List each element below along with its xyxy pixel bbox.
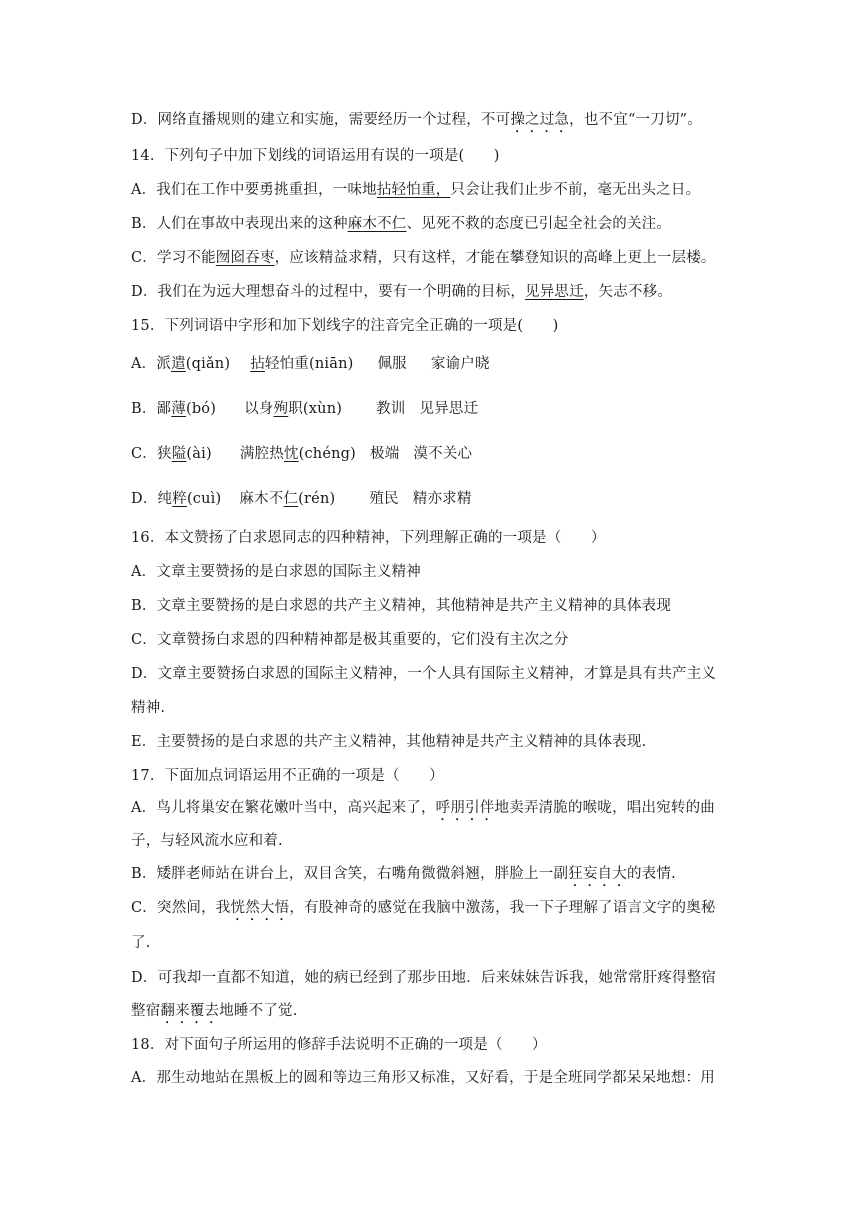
text-segment: ，矢志不移。 (583, 284, 673, 300)
text-segment: D．我们在为远大理想奋斗的过程中，要有一个明确的目标， (131, 284, 526, 300)
underlined-term: 忱 (283, 446, 299, 462)
text-segment: 教训 (376, 401, 406, 417)
text-segment: ，应该精益求精，只有这样，才能在攀登知识的高峰上更上一层楼。 (274, 250, 716, 266)
text-segment: C．突然间，我 (131, 900, 231, 916)
text-segment: C．文章赞扬白求恩的四种精神都是极其重要的，它们没有主次之分 (131, 632, 569, 648)
option-c (131, 248, 716, 268)
option-d (131, 664, 716, 684)
text-segment: 精神. (131, 700, 166, 716)
question-14-stem (131, 146, 500, 166)
option-a (131, 798, 715, 824)
option-c (131, 444, 472, 464)
text-segment: (chéng) (298, 446, 357, 462)
underlined-term: 薄 (171, 401, 186, 417)
text-segment: 满腔热 (239, 446, 284, 462)
text-segment: E．主要赞扬的是白求恩的共产主义精神，其他精神是共产主义精神的具体表现. (131, 734, 647, 750)
text-segment: 整宿 (131, 1003, 161, 1019)
text-segment: A．文章主要赞扬的是白求恩的国际主义精神 (131, 564, 421, 580)
text-segment: 17．下面加点词语运用不正确的一项是（ ） (131, 768, 444, 784)
text-segment: 、见死不救的态度已引起全社会的关注。 (406, 216, 672, 232)
text-segment: (qiǎn) (185, 356, 231, 372)
option-a-continued (131, 831, 283, 851)
text-segment: 以身 (244, 401, 274, 417)
option-e (131, 732, 646, 752)
text-segment: 漠不关心 (413, 446, 473, 462)
question-17-stem (131, 766, 444, 786)
text-segment: 16．本文赞扬了白求恩同志的四种精神，下列理解正确的一项是（ ） (131, 530, 606, 546)
underlined-term: 仁 (283, 491, 299, 507)
option-d-continued (131, 698, 165, 718)
text-segment: (rén) (298, 491, 336, 507)
text-segment: D．可我却一直都不知道，她的病已经到了那步田地．后来妹妹告诉我，她常常肝疼得整宿 (131, 970, 717, 986)
option-d (131, 968, 716, 988)
text-segment: 地睡不了觉. (219, 1003, 298, 1019)
underlined-term: 拈 (250, 356, 265, 372)
question-15-stem (131, 316, 558, 336)
text-segment: A．派 (131, 356, 172, 372)
text-segment: B．人们在事故中表现出来的这种 (131, 216, 348, 232)
text-segment: B．文章主要赞扬的是白求恩的共产主义精神，其他精神是共产主义精神的具体表现 (131, 598, 672, 614)
underlined-term: 见异思迁 (525, 284, 584, 300)
option-d-line (131, 110, 702, 136)
text-segment: C．狭 (131, 446, 172, 462)
text-segment: 的表情. (626, 866, 676, 882)
text-segment: 佩服 (377, 356, 407, 372)
option-b (131, 399, 478, 419)
option-b (131, 596, 671, 616)
text-segment: 了. (131, 935, 151, 951)
dotted-term: 操之过急 (510, 112, 570, 128)
dotted-term: 呼朋引伴 (435, 800, 495, 816)
option-b (131, 864, 676, 890)
text-segment: 殖民 (369, 491, 399, 507)
option-a (131, 562, 421, 582)
text-segment: B．矮胖老师站在讲台上，双目含笑，右嘴角微微斜翘，胖脸上一副 (131, 866, 569, 882)
text-segment: ，也不宜“一刀切”。 (569, 112, 702, 128)
text-segment: D．文章主要赞扬白求恩的国际主义精神，一个人具有国际主义精神，才算是具有共产主义 (131, 666, 717, 682)
text-segment: 家谕户晓 (430, 356, 490, 372)
question-16-stem (131, 528, 606, 548)
text-segment: 15．下列词语中字形和加下划线字的注音完全正确的一项是( ) (131, 318, 559, 334)
text-segment: D．网络直播规则的建立和实施，需要经历一个过程，不可 (131, 112, 511, 128)
underlined-term: 遣 (171, 356, 186, 372)
text-segment: 精亦求精 (412, 491, 472, 507)
option-c (131, 898, 716, 924)
option-b (131, 214, 671, 234)
dotted-term: 狂妄自大 (568, 866, 627, 882)
dotted-term: 翻来覆去 (160, 1003, 220, 1019)
text-segment: 麻木不 (239, 491, 284, 507)
text-segment: A．鸟儿将巢安在繁花嫩叶当中，高兴起来了， (131, 800, 436, 816)
text-segment: 只会让我们止步不前，毫无出头之日。 (450, 182, 701, 198)
text-segment: (cuì) (186, 491, 222, 507)
text-segment: 职(xùn) (288, 401, 343, 417)
text-segment: 地卖弄清脆的喉咙，唱出宛转的曲 (494, 800, 715, 816)
option-a (131, 180, 700, 200)
text-segment: 子，与轻风流水应和着. (131, 833, 283, 849)
text-segment: A．我们在工作中要勇挑重担，一味地 (131, 182, 377, 198)
option-d (131, 282, 672, 302)
underlined-term: 粹 (172, 491, 187, 507)
text-segment: 极端 (370, 446, 400, 462)
option-c-continued (131, 933, 151, 953)
underlined-term: 麻木不仁 (347, 216, 407, 232)
text-segment: B．鄙 (131, 401, 172, 417)
text-segment: 见异思迁 (419, 401, 479, 417)
text-segment: C．学习不能 (131, 250, 216, 266)
question-18-stem (131, 1035, 547, 1055)
text-segment: D．纯 (131, 491, 173, 507)
underlined-term: 拈轻怕重， (376, 182, 451, 198)
underlined-term: 隘 (171, 446, 187, 462)
option-a (131, 1068, 715, 1088)
underlined-term: 囫囵吞枣 (215, 250, 275, 266)
text-segment: 轻怕重(niān) (264, 356, 354, 372)
text-segment: (bó) (185, 401, 217, 417)
option-c (131, 630, 569, 650)
dotted-term: 恍然大悟 (230, 900, 290, 916)
text-segment: (ài) (186, 446, 212, 462)
option-d-continued (131, 1001, 298, 1027)
text-segment: 18．对下面句子所运用的修辞手法说明不正确的一项是（ ） (131, 1037, 547, 1053)
underlined-term: 殉 (273, 401, 289, 417)
text-segment: A．那生动地站在黑板上的圆和等边三角形又标准，又好看，于是全班同学都呆呆地想：用 (131, 1070, 715, 1086)
option-d (131, 489, 472, 509)
text-segment: ，有股神奇的感觉在我脑中激荡，我一下子理解了语言文字的奥秘 (289, 900, 716, 916)
text-segment: 14．下列句子中加下划线的词语运用有误的一项是( ) (131, 148, 500, 164)
option-a (131, 354, 490, 374)
